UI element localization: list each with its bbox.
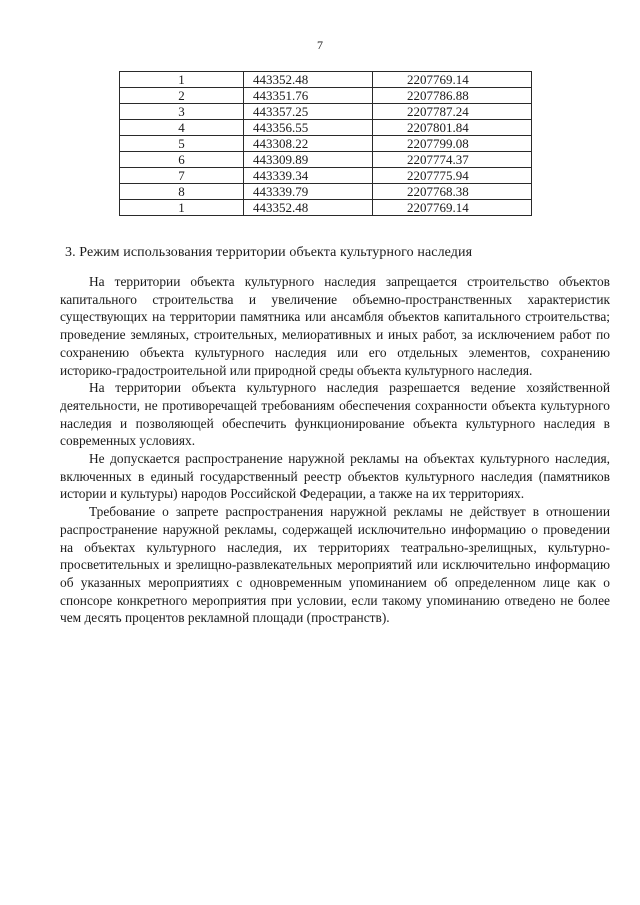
- paragraph: Требование о запрете распространения наружной рекламы не действует в отношении распространение наружной рекламы, содержащей исключительно информацию о проведении на объектах культурного наследия, их территориях театрально-зрелищных, культурно-просветительных и зрелищно-развлекательных мероприятий или исключительно информацию об указанных мероприятиях с одновременным упоминанием об определенном лице как о спонсоре конкретного мероприятия при условии, если такому упоминанию отведено не более чем десять процентов рекламной площади (пространств).: [60, 504, 610, 626]
- point-number: 4: [120, 120, 244, 136]
- point-number: 1: [120, 72, 244, 88]
- y-coordinate: 2207768.38: [373, 184, 532, 200]
- paragraph: На территории объекта культурного наследия запрещается строительство объектов капитального строительства и увеличение объемно-пространственных характеристик существующих на территории памятника или ансамбля объектов капитального строительства; проведение земляных, строительных, мелиоративных и иных работ, за исключением работ по сохранению объекта культурного наследия или его отдельных элементов, сохранению историко-градостроительной или природной среды объекта культурного наследия.: [60, 274, 610, 378]
- y-coordinate: 2207801.84: [373, 120, 532, 136]
- point-number: 7: [120, 168, 244, 184]
- table-row: [120, 200, 532, 216]
- point-number: 1: [120, 200, 244, 216]
- y-coordinate: 2207769.14: [373, 200, 532, 216]
- point-number: 5: [120, 136, 244, 152]
- point-number: 3: [120, 104, 244, 120]
- x-coordinate: 443357.25: [244, 104, 373, 120]
- x-coordinate: 443352.48: [244, 200, 373, 216]
- table-row: [120, 136, 532, 152]
- y-coordinate: 2207787.24: [373, 104, 532, 120]
- table-row: [120, 88, 532, 104]
- y-coordinate: 2207775.94: [373, 168, 532, 184]
- page-number: 7: [317, 38, 323, 52]
- point-number: 8: [120, 184, 244, 200]
- x-coordinate: 443339.79: [244, 184, 373, 200]
- x-coordinate: 443356.55: [244, 120, 373, 136]
- y-coordinate: 2207799.08: [373, 136, 532, 152]
- y-coordinate: 2207786.88: [373, 88, 532, 104]
- table-row: [120, 184, 532, 200]
- point-number: 6: [120, 152, 244, 168]
- y-coordinate: 2207769.14: [373, 72, 532, 88]
- table-row: [120, 168, 532, 184]
- table-row: [120, 120, 532, 136]
- table-row: [120, 104, 532, 120]
- section-body: [60, 273, 610, 627]
- table-row: [120, 72, 532, 88]
- x-coordinate: 443339.34: [244, 168, 373, 184]
- x-coordinate: 443351.76: [244, 88, 373, 104]
- y-coordinate: 2207774.37: [373, 152, 532, 168]
- x-coordinate: 443352.48: [244, 72, 373, 88]
- paragraph: Не допускается распространение наружной рекламы на объектах культурного наследия, включенных в единый государственный реестр объектов культурного наследия (памятников истории и культуры) народов Российской Федерации, а также на их территориях.: [60, 451, 610, 502]
- paragraph: На территории объекта культурного наследия разрешается ведение хозяйственной деятельности, не противоречащей требованиям обеспечения сохранности объекта культурного наследия и позволяющей обеспечить функционирование объекта культурного наследия в современных условиях.: [60, 380, 610, 449]
- section-title: 3. Режим использования территории объекта культурного наследия: [65, 245, 473, 260]
- coordinates-table: [119, 71, 532, 216]
- point-number: 2: [120, 88, 244, 104]
- x-coordinate: 443309.89: [244, 152, 373, 168]
- table-row: [120, 152, 532, 168]
- x-coordinate: 443308.22: [244, 136, 373, 152]
